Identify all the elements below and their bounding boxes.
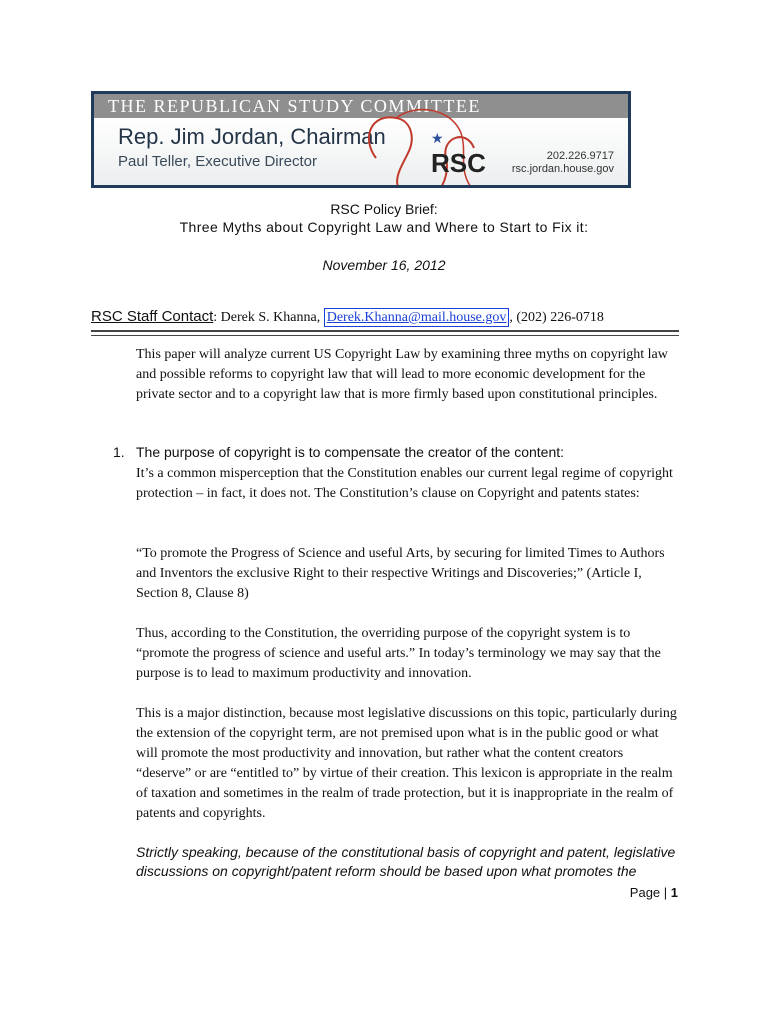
myth-1-title: The purpose of copyright is to compensate the creator of the content: (136, 444, 565, 460)
brief-date: November 16, 2012 (322, 257, 446, 273)
contact-email-link[interactable]: Derek.Khanna@mail.house.gov (324, 308, 510, 327)
letterhead-phone: 202.226.9717 (546, 150, 614, 162)
rsc-logo: RSC (431, 148, 486, 178)
director-name: Paul Teller, Executive Director (118, 153, 317, 170)
paragraph-3: This is a major distinction, because most legislative discussions on this topic, particularly during the extension of the copyright term, are not premised upon what is in the public good or what will promote the most productivity and innovation, but rather what the content creators “deserve” or are “entitled to” by virtue of their creation. This lexicon is appropriate in the realm of taxation and sometimes in the realm of trade protection, but it is inappropriate in the realm of patents and copyrights. (136, 706, 677, 821)
page-number (630, 885, 678, 900)
intro-paragraph: This paper will analyze current US Copyright Law by examining three myths on copyright law and possible reforms to copyright law that will lead to more economic development for the private sector and to a copyright law that is more firmly based upon constitutional principles. (136, 347, 668, 402)
letterhead-website: rsc.jordan.house.gov (511, 163, 614, 175)
page-number-value: 1 (670, 885, 678, 900)
page-label: Page | (629, 885, 671, 900)
myth-1-number: 1. (113, 444, 125, 460)
divider-thin (91, 335, 679, 336)
staff-contact (91, 308, 604, 326)
paragraph-1: It’s a common misperception that the Constitution enables our current legal regime of copyright protection – in fact, it does not. The Constitution’s clause on Copyright and patents states: (136, 466, 673, 501)
letterhead-body (94, 118, 628, 185)
chairman-name: Rep. Jim Jordan, Chairman (118, 124, 386, 149)
italic-paragraph: Strictly speaking, because of the constitutional basis of copyright and patent, legislative discussions on copyright/patent reform should be based upon what promotes the (136, 844, 676, 879)
star-icon: ★ (431, 132, 444, 147)
letterhead-banner (91, 91, 631, 188)
contact-label: RSC Staff Contact (91, 308, 214, 325)
contact-phone: , (202) 226-0718 (509, 310, 604, 325)
contact-name: : Derek S. Khanna, (213, 310, 324, 325)
paragraph-2: Thus, according to the Constitution, the overriding purpose of the copyright system is to “promote the progress of science and useful arts.” In today’s terminology we may say that the purpose is to lead to maximum productivity and innovation. (136, 626, 661, 681)
myth-1-heading (113, 444, 564, 460)
brief-label: RSC Policy Brief: (330, 201, 438, 217)
org-name: THE REPUBLICAN STUDY COMMITTEE (94, 94, 628, 118)
divider-thick (91, 330, 679, 332)
constitution-quote: “To promote the Progress of Science and useful Arts, by securing for limited Times to Authors and Inventors the exclusive Right to their respective Writings and Discoveries;” (Article I, Section 8, Clause 8) (136, 546, 665, 601)
brief-title: Three Myths about Copyright Law and Where to Start to Fix it: (179, 219, 589, 235)
